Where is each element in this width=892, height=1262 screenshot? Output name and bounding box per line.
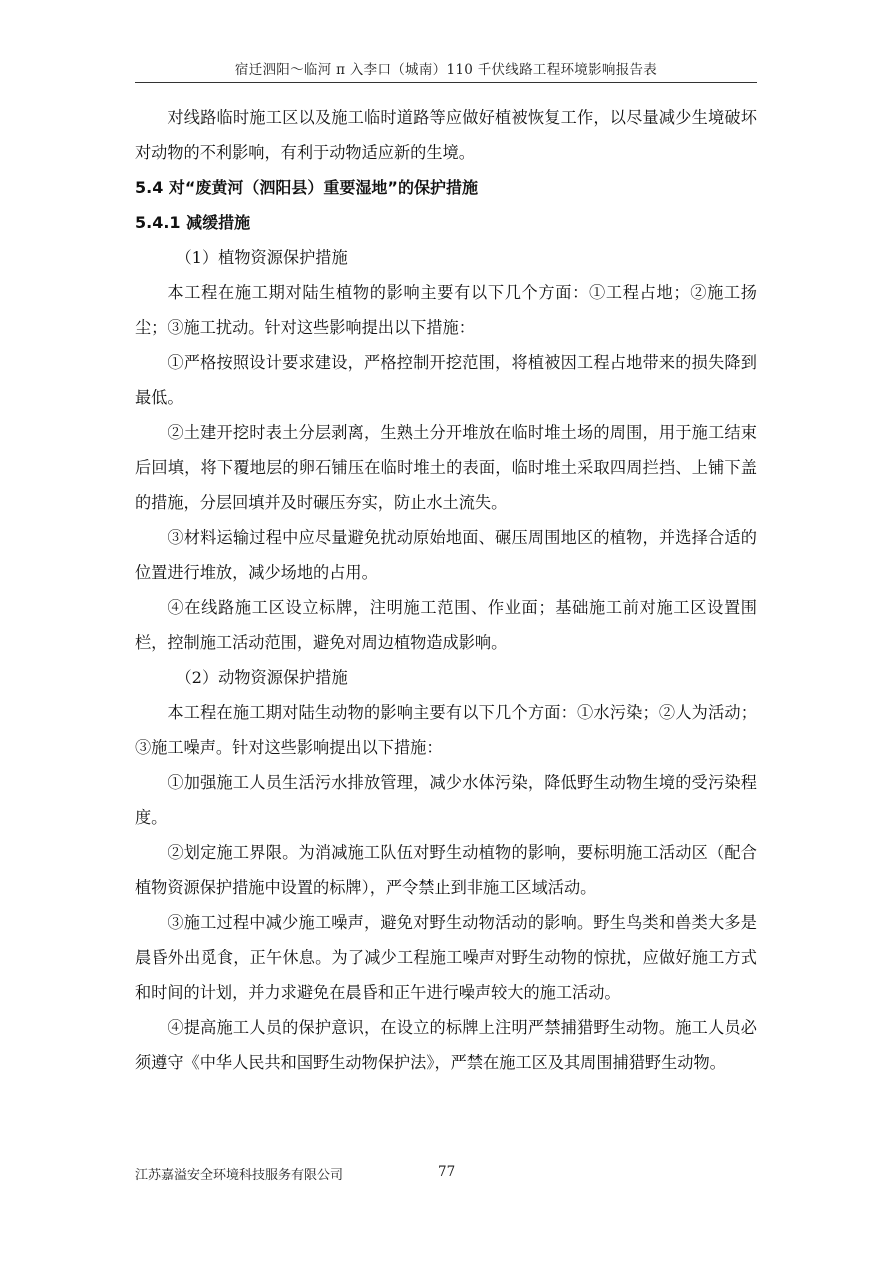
page-number: 77	[438, 1164, 456, 1180]
paragraph-animal-measure-2: ②划定施工界限。为消减施工队伍对野生动植物的影响，要标明施工活动区（配合植物资源保护措施中设置的标牌），严令禁止到非施工区域活动。	[135, 843, 757, 897]
paragraph-plant-measure-3: ③材料运输过程中应尽量避免扰动原始地面、碾压周围地区的植物，并选择合适的位置进行堆放，减少场地的占用。	[135, 528, 757, 582]
subheading-plant-protection: （1）植物资源保护措施	[175, 248, 348, 267]
section-heading-5-4: 5.4 对“废黄河（泗阳县）重要湿地”的保护措施	[135, 178, 478, 197]
paragraph-plant-measure-1: ①严格按照设计要求建设，严格控制开挖范围，将植被因工程占地带来的损失降到最低。	[135, 353, 757, 407]
paragraph-plant-intro: 本工程在施工期对陆生植物的影响主要有以下几个方面：①工程占地；②施工扬尘；③施工扰动。针对这些影响提出以下措施：	[135, 283, 757, 337]
paragraph-animal-measure-1: ①加强施工人员生活污水排放管理，减少水体污染，降低野生动物生境的受污染程度。	[135, 773, 757, 827]
paragraph-plant-measure-2: ②土建开挖时表土分层剥离，生熟土分开堆放在临时堆土场的周围，用于施工结束后回填，将下覆地层的卵石铺压在临时堆土的表面，临时堆土采取四周拦挡、上铺下盖的措施，分层回填并及时碾压夯实，防止水土流失。	[135, 423, 757, 512]
document-body	[135, 100, 757, 1080]
paragraph-plant-measure-4: ④在线路施工区设立标牌，注明施工范围、作业面；基础施工前对施工区设置围栏，控制施工活动范围，避免对周边植物造成影响。	[135, 598, 757, 652]
page-header-title: 宿迁泗阳～临河 π 入李口（城南）110 千伏线路工程环境影响报告表	[234, 62, 658, 78]
header-divider	[135, 82, 757, 83]
section-heading-5-4-1: 5.4.1 减缓措施	[135, 213, 251, 232]
paragraph-animal-intro: 本工程在施工期对陆生动物的影响主要有以下几个方面：①水污染；②人为活动；③施工噪声。针对这些影响提出以下措施：	[135, 703, 757, 757]
paragraph-intro: 对线路临时施工区以及施工临时道路等应做好植被恢复工作，以尽量减少生境破坏对动物的不利影响，有利于动物适应新的生境。	[135, 108, 757, 162]
footer-company-name: 江苏嘉溢安全环境科技服务有限公司	[135, 1168, 344, 1183]
paragraph-animal-measure-3: ③施工过程中减少施工噪声，避免对野生动物活动的影响。野生鸟类和兽类大多是晨昏外出觅食，正午休息。为了减少工程施工噪声对野生动物的惊扰，应做好施工方式和时间的计划，并力求避免在晨昏和正午进行噪声较大的施工活动。	[135, 913, 757, 1002]
paragraph-animal-measure-4: ④提高施工人员的保护意识，在设立的标牌上注明严禁捕猎野生动物。施工人员必须遵守《中华人民共和国野生动物保护法》，严禁在施工区及其周围捕猎野生动物。	[135, 1018, 757, 1072]
subheading-animal-protection: （2）动物资源保护措施	[175, 668, 348, 687]
